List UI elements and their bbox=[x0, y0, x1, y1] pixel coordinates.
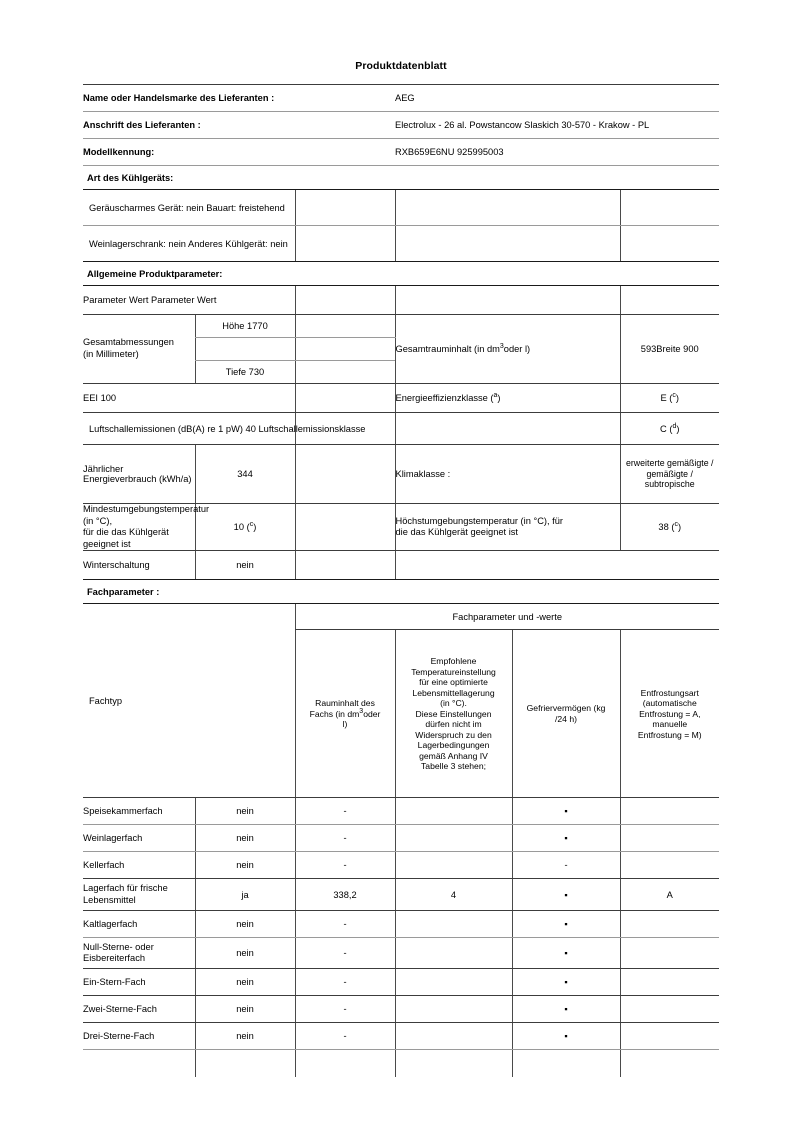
min-temp-value-suffix: ) bbox=[253, 522, 257, 533]
table-row bbox=[83, 825, 719, 852]
table-row bbox=[83, 226, 719, 262]
table-row bbox=[83, 852, 719, 879]
model-id-label: Modellkennung: bbox=[83, 139, 395, 166]
compartment-present-cell: nein bbox=[195, 852, 295, 879]
table-row bbox=[83, 969, 719, 996]
compartment-defrost-header bbox=[620, 630, 719, 798]
defrost-header-line-1: (automatische bbox=[642, 698, 697, 709]
max-temp-value-suffix: ) bbox=[677, 522, 682, 533]
empty-cell bbox=[395, 226, 620, 262]
empty-cell bbox=[512, 1050, 620, 1077]
compartment-defrost-cell bbox=[620, 1023, 719, 1050]
table-row bbox=[83, 445, 719, 504]
empty-cell bbox=[295, 1050, 395, 1077]
compartment-volume-cell: 338,2 bbox=[295, 879, 395, 911]
empty-cell bbox=[295, 384, 395, 413]
compartment-defrost-cell bbox=[620, 911, 719, 938]
eei-label: EEI 100 bbox=[83, 384, 295, 413]
max-temp-label-line1: Höchstumgebungstemperatur (in °C), für bbox=[395, 515, 564, 526]
min-temp-label-line1: Mindestumgebungstemperatur (in °C), bbox=[83, 504, 210, 526]
empty-cell bbox=[395, 286, 620, 315]
table-row bbox=[83, 286, 719, 315]
table-row bbox=[83, 1023, 719, 1050]
compartment-freezing-cell: ▪ bbox=[512, 911, 620, 938]
compartment-type-cell: Zwei-Sterne-Fach bbox=[83, 996, 195, 1023]
compartment-volume-cell: - bbox=[295, 996, 395, 1023]
compartment-present-cell: nein bbox=[195, 825, 295, 852]
compartment-type-cell: Speisekammerfach bbox=[83, 798, 195, 825]
energy-class-value-text: E ( bbox=[660, 393, 673, 403]
supplier-name-value: AEG bbox=[395, 85, 719, 112]
winter-setting-value: nein bbox=[195, 551, 295, 580]
page-title: Produktdatenblatt bbox=[355, 60, 447, 72]
compartment-parameters-section-title: Fachparameter : bbox=[87, 587, 160, 598]
empty-cell bbox=[295, 190, 395, 226]
volume-header-line1: Rauminhalt des bbox=[315, 698, 375, 709]
empty-cell bbox=[295, 286, 395, 315]
compartment-type-header-label: Fachtyp bbox=[89, 695, 123, 706]
compartment-freezing-cell: ▪ bbox=[512, 798, 620, 825]
energy-class-label bbox=[395, 384, 620, 413]
table-row bbox=[83, 384, 719, 413]
dimensions-label-line1: Gesamtabmessungen bbox=[83, 337, 174, 348]
compartment-present-cell: nein bbox=[195, 798, 295, 825]
compartment-temperature-cell bbox=[395, 938, 512, 969]
min-temp-label-line2: für die das Kühlgerät geeignet ist bbox=[83, 527, 169, 549]
compartment-defrost-cell bbox=[620, 938, 719, 969]
table-row bbox=[83, 911, 719, 938]
supplier-address-value: Electrolux - 26 al. Powstancow Slaskich 30-570 - Krakow - PL bbox=[395, 112, 719, 139]
total-volume-label bbox=[395, 315, 620, 384]
noise-class-value-text: C ( bbox=[660, 423, 673, 434]
max-temp-label-line2: die das Kühlgerät geeignet ist bbox=[395, 527, 518, 538]
compartment-freezing-cell: ▪ bbox=[512, 825, 620, 852]
compartment-defrost-cell bbox=[620, 996, 719, 1023]
min-temp-value-sup: c bbox=[249, 521, 254, 529]
compartment-temperature-cell bbox=[395, 1023, 512, 1050]
empty-cell bbox=[395, 413, 620, 445]
compartment-volume-cell: - bbox=[295, 852, 395, 879]
compartment-volume-cell: - bbox=[295, 798, 395, 825]
empty-cell bbox=[295, 338, 395, 361]
empty-cell bbox=[620, 1050, 719, 1077]
wine-cabinet-text: Weinlagerschrank: nein Anderes Kühlgerät: nein bbox=[89, 238, 288, 249]
winter-setting-label: Winterschaltung bbox=[83, 551, 195, 580]
energy-class-label-suffix: ) bbox=[497, 393, 501, 403]
volume-header-line2-suffix: oder bbox=[363, 708, 381, 719]
table-row bbox=[83, 139, 719, 166]
total-volume-label-prefix: Gesamtrauminhalt (in dm bbox=[395, 344, 500, 354]
temp-header-line-3: Lebensmittellagerung bbox=[412, 687, 495, 698]
compartment-group-header: Fachparameter und -werte bbox=[295, 604, 719, 630]
defrost-header-line-4: Entfrostung = M) bbox=[637, 729, 702, 740]
compartment-type-cell: Kaltlagerfach bbox=[83, 911, 195, 938]
empty-cell bbox=[295, 504, 395, 551]
supplier-table bbox=[83, 84, 719, 166]
volume-header-line2-prefix: Fachs (in dm bbox=[309, 708, 360, 719]
supplier-name-label: Name oder Handelsmarke des Lieferanten : bbox=[83, 85, 395, 112]
appliance-type-section-title: Art des Kühlgeräts: bbox=[87, 173, 174, 183]
temp-header-line-0: Empfohlene bbox=[430, 656, 477, 667]
compartment-freezing-cell: ▪ bbox=[512, 969, 620, 996]
noise-class-value-suffix: ) bbox=[676, 423, 680, 434]
compartment-present-cell: ja bbox=[195, 879, 295, 911]
noise-class-value bbox=[620, 413, 719, 445]
compartment-temperature-header bbox=[395, 630, 512, 798]
max-temp-value-sup: c bbox=[674, 521, 678, 529]
quiet-appliance-text: Geräuscharmes Gerät: nein Bauart: freistehend bbox=[89, 202, 285, 213]
energy-class-label-sup: a bbox=[493, 391, 498, 399]
empty-cell bbox=[395, 190, 620, 226]
compartment-defrost-cell bbox=[620, 852, 719, 879]
climate-class-value: erweiterte gemäßigte / gemäßigte / subtropische bbox=[620, 445, 719, 504]
empty-cell bbox=[83, 1050, 195, 1077]
temp-header-line-1: Temperatureinstellung bbox=[411, 666, 496, 677]
compartment-type-cell: Ein-Stern-Fach bbox=[83, 969, 195, 996]
compartment-volume-cell: - bbox=[295, 825, 395, 852]
min-temp-label bbox=[83, 504, 210, 551]
compartment-temperature-cell bbox=[395, 969, 512, 996]
freezing-header-line1: Gefriervermögen (kg bbox=[526, 703, 606, 714]
empty-cell bbox=[295, 361, 395, 384]
compartment-temperature-cell bbox=[395, 996, 512, 1023]
dimension-middle-value bbox=[195, 338, 295, 361]
compartment-present-cell: nein bbox=[195, 1023, 295, 1050]
compartment-type-cell: Drei-Sterne-Fach bbox=[83, 1023, 195, 1050]
appliance-type-table bbox=[83, 189, 719, 262]
table-row bbox=[83, 879, 719, 911]
table-row bbox=[83, 315, 719, 338]
compartment-present-cell: nein bbox=[195, 911, 295, 938]
dimension-height-value: Höhe 1770 bbox=[195, 315, 295, 338]
total-volume-sup: 3 bbox=[499, 342, 504, 350]
compartment-present-cell: nein bbox=[195, 938, 295, 969]
empty-cell bbox=[195, 1050, 295, 1077]
noise-emission-label: Luftschallemissionen (dB(A) re 1 pW) 40 Luftschallemissionsklasse bbox=[89, 423, 366, 434]
total-volume-value: 593Breite 900 bbox=[620, 315, 719, 384]
empty-cell bbox=[620, 190, 719, 226]
energy-class-label-prefix: Energieeffizienzklasse ( bbox=[395, 393, 494, 403]
defrost-header-line-3: manuelle bbox=[652, 719, 688, 730]
table-row bbox=[83, 938, 719, 969]
compartment-defrost-cell bbox=[620, 798, 719, 825]
noise-emission-label-cell bbox=[83, 413, 366, 445]
empty-cell bbox=[395, 551, 719, 580]
table-row bbox=[83, 413, 719, 445]
volume-header-sup: 3 bbox=[359, 707, 364, 715]
parameter-header-label: Parameter Wert Parameter Wert bbox=[83, 286, 295, 315]
general-parameters-table bbox=[83, 285, 719, 580]
table-row bbox=[83, 112, 719, 139]
compartment-volume-cell: - bbox=[295, 1023, 395, 1050]
compartment-freezing-header bbox=[512, 630, 620, 798]
compartment-freezing-cell: ▪ bbox=[512, 996, 620, 1023]
annual-energy-value: 344 bbox=[195, 445, 295, 504]
energy-class-value bbox=[620, 384, 719, 413]
min-temp-value bbox=[195, 504, 295, 551]
freezing-header-line2: /24 h) bbox=[555, 713, 577, 724]
temp-header-line-7: Widerspruch zu den bbox=[415, 729, 492, 740]
noise-class-value-sup: d bbox=[672, 422, 677, 430]
annual-energy-label: Jährlicher Energieverbrauch (kWh/a) bbox=[83, 445, 195, 504]
total-volume-label-suffix: oder l) bbox=[503, 344, 531, 354]
climate-class-label: Klimaklasse : bbox=[395, 445, 620, 504]
compartment-type-header bbox=[83, 604, 295, 798]
compartment-freezing-cell: - bbox=[512, 852, 620, 879]
compartment-volume-cell: - bbox=[295, 938, 395, 969]
temp-header-line-10: Tabelle 3 stehen; bbox=[421, 761, 486, 772]
defrost-header-line-0: Entfrostungsart bbox=[640, 687, 699, 698]
table-row bbox=[83, 504, 719, 551]
compartment-type-cell: Weinlagerfach bbox=[83, 825, 195, 852]
defrost-header-line-2: Entfrostung = A, bbox=[639, 708, 701, 719]
compartment-temperature-cell bbox=[395, 911, 512, 938]
compartment-freezing-cell: ▪ bbox=[512, 879, 620, 911]
max-temp-value bbox=[620, 504, 719, 551]
compartment-defrost-cell bbox=[620, 825, 719, 852]
dimensions-label-line2: (in Millimeter) bbox=[83, 349, 139, 359]
volume-header-line3: l) bbox=[342, 719, 348, 730]
compartment-temperature-cell bbox=[395, 798, 512, 825]
compartment-temperature-cell bbox=[395, 825, 512, 852]
max-temp-value-text: 38 ( bbox=[658, 522, 675, 533]
compartment-type-cell: Kellerfach bbox=[83, 852, 195, 879]
empty-cell bbox=[620, 286, 719, 315]
empty-cell bbox=[295, 315, 395, 338]
table-row bbox=[83, 190, 719, 226]
empty-cell bbox=[395, 1050, 512, 1077]
compartment-volume-cell: - bbox=[295, 969, 395, 996]
compartment-present-cell: nein bbox=[195, 969, 295, 996]
empty-cell bbox=[295, 551, 395, 580]
compartment-type-cell: Lagerfach für frische Lebensmittel bbox=[83, 879, 195, 911]
compartment-temperature-cell: 4 bbox=[395, 879, 512, 911]
temp-header-line-8: Lagerbedingungen bbox=[417, 740, 490, 751]
table-row bbox=[83, 798, 719, 825]
temp-header-line-4: (in °C). bbox=[440, 698, 467, 709]
compartment-defrost-cell: A bbox=[620, 879, 719, 911]
table-row bbox=[83, 85, 719, 112]
compartment-type-cell: Null-Sterne- oder Eisbereiterfach bbox=[83, 938, 195, 969]
compartment-present-cell: nein bbox=[195, 996, 295, 1023]
datasheet-content bbox=[83, 84, 719, 1077]
table-row-partial bbox=[83, 1050, 719, 1077]
compartment-defrost-cell bbox=[620, 969, 719, 996]
empty-cell bbox=[295, 226, 395, 262]
compartment-temperature-cell bbox=[395, 852, 512, 879]
empty-cell bbox=[295, 445, 395, 504]
compartment-parameters-table bbox=[83, 603, 719, 1077]
table-row bbox=[83, 551, 719, 580]
table-row bbox=[83, 604, 719, 630]
temp-header-line-5: Diese Einstellungen bbox=[415, 708, 492, 719]
supplier-address-label: Anschrift des Lieferanten : bbox=[83, 112, 395, 139]
general-parameters-section-title: Allgemeine Produktparameter: bbox=[87, 269, 223, 279]
compartment-volume-cell: - bbox=[295, 911, 395, 938]
compartment-freezing-cell: ▪ bbox=[512, 938, 620, 969]
max-temp-label bbox=[395, 504, 620, 551]
overall-dimensions-label bbox=[83, 315, 195, 384]
compartment-volume-header bbox=[295, 630, 395, 798]
temp-header-line-2: für eine optimierte bbox=[419, 677, 488, 688]
table-row bbox=[83, 996, 719, 1023]
empty-cell bbox=[620, 226, 719, 262]
energy-class-value-suffix: ) bbox=[675, 393, 679, 403]
compartment-freezing-cell: ▪ bbox=[512, 1023, 620, 1050]
dimension-depth-value: Tiefe 730 bbox=[195, 361, 295, 384]
min-temp-value-text: 10 ( bbox=[233, 522, 250, 533]
model-id-value: RXB659E6NU 925995003 bbox=[395, 139, 719, 166]
energy-class-value-sup: c bbox=[672, 391, 676, 399]
temp-header-line-9: gemäß Anhang IV bbox=[419, 750, 488, 761]
temp-header-line-6: dürfen nicht im bbox=[425, 719, 482, 730]
